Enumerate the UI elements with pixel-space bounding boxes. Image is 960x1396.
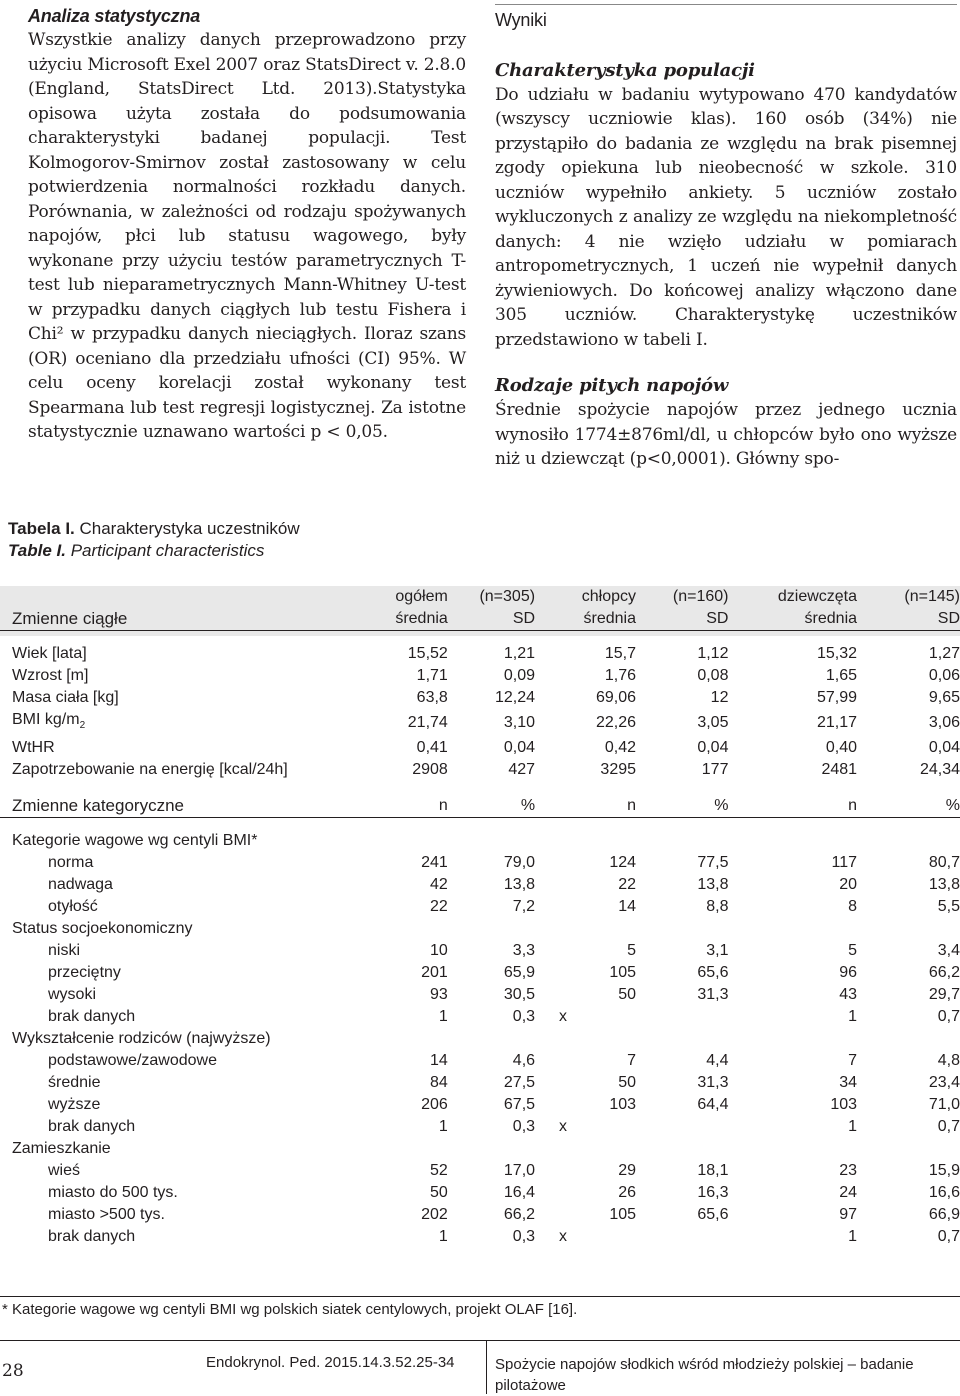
page-footer (0, 1340, 960, 1394)
table-cell: 96 (839, 964, 858, 982)
table-cell: 63,8 (416, 689, 448, 706)
table-cell: 22 (618, 876, 637, 894)
table-cell: 124 (609, 854, 637, 872)
table-cell: 80,7 (928, 854, 960, 872)
table-cell: 29 (618, 1162, 637, 1180)
table-label-pl: Tabela I. (8, 519, 75, 538)
spacer-cell (728, 781, 857, 795)
results-heading: Wyniki (495, 4, 957, 33)
table-cell: 1 (438, 1008, 448, 1026)
table-cell: 50 (618, 986, 637, 1004)
table-row (0, 962, 960, 984)
table-cell: 66,2 (928, 964, 960, 982)
table-row (0, 1182, 960, 1204)
table-cell: 93 (430, 986, 448, 1004)
spacer-cell (366, 818, 448, 831)
row-label-text: BMI kg/m (12, 711, 80, 728)
spacer-cell (857, 631, 960, 644)
statistical-analysis-body: Wszystkie analizy danych przeprowadzono przy użyciu Microsoft Exel 2007 oraz StatsDirect v. 2.8.0 (England, StatsDirect Ltd. 2013).Statystyka opisowa użyta została do podsumowania charakterystyki badanej populacji. Test Kolmogorov-Smirnov został zastosowany w celu potwierdzenia normalności rozkładu danych. Porównania, w zależności od rodzaju spożywanych napojów, płci lub statusu wagowego, były wykonane przy użyciu testów parametrycznych T-test lub nieparametrycznych Mann-Whitney U-test w przypadku danych ciągłych lub testu Fishera i Chi² w przypadku danych nieciągłych. Iloraz szans (OR) oceniano dla przedziału ufności (CI) 95%. W celu oceny korelacji został wykonany test Spearmana lub test regresji logistycznej. Za istotne statystycznie uznawano wartości p < 0,05. (28, 30, 466, 442)
table-cell: 3,05 (697, 714, 729, 732)
table-cell: 0,7 (937, 1228, 960, 1246)
continuous-col-header: średnia (366, 608, 448, 631)
table-cell: 103 (830, 1096, 858, 1114)
beverages-heading: Rodzaje pitych napojów (495, 375, 729, 396)
table-cell: 105 (609, 1206, 637, 1224)
table-cell: 66,2 (503, 1206, 536, 1224)
table-cell: 52 (430, 1162, 448, 1180)
table-cell: 69,06 (595, 689, 637, 706)
table-cell: 0,42 (604, 739, 637, 757)
table-row (0, 665, 960, 687)
table-row (0, 1094, 960, 1116)
table-row (0, 1204, 960, 1226)
table-cell: 23,4 (928, 1074, 960, 1092)
table-cell: 24,34 (919, 761, 960, 779)
spacer-cell (535, 781, 636, 795)
continuous-col-header: SD (636, 608, 728, 631)
table-spacer (0, 631, 960, 644)
table-spacer (0, 818, 960, 831)
table-row (0, 1050, 960, 1072)
row-label: Zapotrzebowanie na energię [kcal/24h] (12, 761, 288, 779)
group-header-cell: (n=145) (904, 588, 960, 605)
table-spacer (0, 781, 960, 795)
table-cell: 26 (618, 1184, 637, 1202)
table-cell: 0,08 (697, 667, 729, 684)
table-cell: 1 (848, 1228, 858, 1246)
table-cell: 241 (421, 854, 448, 872)
categorical-col-header: % (636, 795, 728, 818)
left-column (28, 4, 466, 445)
table-cell: 9,65 (928, 689, 960, 706)
table-cell: 29,7 (928, 986, 960, 1004)
spacer-cell (535, 631, 636, 644)
table-cell: 30,5 (503, 986, 536, 1004)
table-cell: 16,6 (928, 1184, 960, 1202)
table-cell: 1,21 (503, 645, 536, 662)
table-cell: 0,3 (512, 1008, 536, 1026)
table-cell: 65,6 (697, 964, 729, 982)
table-cell: 201 (421, 964, 448, 982)
table-cell: 24 (839, 1184, 858, 1202)
table-cell: 8 (848, 898, 858, 916)
continuous-col-header: SD (857, 608, 960, 631)
table-cell: 0,04 (697, 739, 729, 757)
table-cell: 7,2 (512, 898, 536, 916)
row-label: norma (48, 854, 94, 872)
spacer-cell (636, 781, 728, 795)
row-label: brak danych (48, 1228, 136, 1246)
footnote-text: * Kategorie wagowe wg centyli BMI wg polskich siatek centylowych, projekt OLAF [16]. (2, 1301, 578, 1318)
row-label: średnie (48, 1074, 101, 1092)
table-row (0, 984, 960, 1006)
table-cell: 4,4 (706, 1052, 729, 1070)
table-cell: 21,74 (407, 714, 448, 732)
table-cell: 0,09 (503, 667, 536, 684)
right-column (495, 4, 957, 472)
row-label: miasto do 500 tys. (48, 1184, 178, 1202)
spacer-cell (0, 631, 366, 644)
table-cell: 0,3 (512, 1118, 536, 1136)
table-cell: 1,76 (604, 667, 637, 684)
table-row (0, 687, 960, 709)
table-cell: 22,26 (595, 714, 637, 732)
category-group-label: Zamieszkanie (12, 1140, 111, 1158)
table-cell: 0,04 (503, 739, 536, 757)
table-cell: 31,3 (697, 1074, 729, 1092)
spacer-cell (728, 631, 857, 644)
table-cell: 57,99 (816, 689, 858, 706)
table-cell: 3295 (600, 761, 637, 779)
spacer-cell (0, 818, 366, 831)
continuous-col-header: średnia (535, 608, 636, 631)
table-cell: 1 (848, 1008, 858, 1026)
table-cell: 15,7 (604, 645, 637, 662)
row-label: wysoki (48, 986, 97, 1004)
table-cell: 43 (839, 986, 858, 1004)
spacer-cell (857, 781, 960, 795)
table-cell: 1,27 (928, 645, 960, 662)
category-group-row (0, 918, 960, 940)
row-label: otyłość (48, 898, 98, 916)
table-cell (636, 1226, 728, 1248)
table-cell: 14 (618, 898, 637, 916)
statistical-analysis-heading: Analiza statystyczna (28, 6, 201, 26)
category-group-row (0, 1138, 960, 1160)
table-cell: 3,1 (706, 942, 729, 960)
table-cell: 103 (609, 1096, 637, 1114)
table-cell: 10 (430, 942, 448, 960)
table-cell: 12 (710, 689, 729, 706)
table-cell: 50 (618, 1074, 637, 1092)
table-cell: 15,32 (816, 645, 858, 662)
table-cell: 77,5 (697, 854, 729, 872)
table-cell: 34 (839, 1074, 858, 1092)
spacer-cell (448, 631, 535, 644)
table-row (0, 737, 960, 759)
table-cell: 13,8 (503, 876, 536, 894)
table-cell: 0,7 (937, 1118, 960, 1136)
row-label: nadwaga (48, 876, 113, 894)
row-label: Wiek [lata] (12, 645, 87, 662)
table-cell: 1 (438, 1118, 448, 1136)
row-label: niski (48, 942, 81, 960)
table-row (0, 1116, 960, 1138)
group-header-cell: ogółem (395, 588, 448, 605)
table-row (0, 940, 960, 962)
beverages-body: Średnie spożycie napojów przez jednego ucznia wynosiło 1774±876ml/dl, u chłopców było ono wyższe niż u dziewcząt (p<0,0001). Główny spo- (495, 400, 957, 469)
table-cell: 2481 (821, 761, 858, 779)
table-cell: 16,3 (697, 1184, 729, 1202)
row-label: Wzrost [m] (12, 667, 89, 684)
table-cell: 66,9 (928, 1206, 960, 1224)
categorical-col-header: n (535, 795, 636, 818)
continuous-col-header: średnia (728, 608, 857, 631)
group-header-cell: dziewczęta (777, 588, 858, 605)
continuous-variables-label: Zmienne ciągłe (0, 608, 366, 631)
table-cell: 13,8 (697, 876, 729, 894)
table-row (0, 643, 960, 665)
table-cell: 177 (701, 761, 729, 779)
spacer-cell (728, 818, 857, 831)
table-group-header (0, 586, 960, 608)
table-cell: 7 (848, 1052, 858, 1070)
table-cell: 2908 (412, 761, 448, 779)
table-cell: 16,4 (503, 1184, 536, 1202)
table-cell (636, 1006, 728, 1028)
row-label: Masa ciała [kg] (12, 689, 119, 706)
table-cell: 0,04 (928, 739, 960, 757)
table-row (0, 896, 960, 918)
table-cell: 3,10 (503, 714, 536, 732)
table-cell: 1 (848, 1118, 858, 1136)
page-number: 28 (2, 1361, 24, 1381)
row-label: miasto >500 tys. (48, 1206, 165, 1224)
group-header-cell: chłopcy (581, 588, 637, 605)
table-cell: 5 (848, 942, 858, 960)
categorical-col-header: n (728, 795, 857, 818)
spacer-cell (366, 631, 448, 644)
spacer-cell (448, 781, 535, 795)
table-row (0, 1226, 960, 1248)
category-group-row (0, 1028, 960, 1050)
population-body: Do udziału w badaniu wytypowano 470 kandydatów (wszyscy uczniowie klas). 160 osób (34%) nie przystąpiło do badania ze względu na brak pisemnej zgody opiekuna lub nieobecność w szkole. 310 uczniów wypełniło ankiety. 5 uczniów zostało wykluczonych z analizy ze względu na niekompletność danych: 4 nie wzięło udziału w pomiarach antropometrycznych, 1 uczeń nie wypełnił danych żywieniowych. Do końcowej analizy włączono dane 305 uczniów. Charakterystykę uczestników przedstawiono w tabeli I. (495, 84, 957, 350)
category-group-label: Status socjoekonomiczny (12, 920, 193, 938)
table-cell: 20 (839, 876, 858, 894)
table-cell: 15,9 (928, 1162, 960, 1180)
table-cell: 14 (430, 1052, 448, 1070)
table-cell: 1,65 (825, 667, 858, 684)
table-row (0, 709, 960, 737)
table-cell: 5 (627, 942, 637, 960)
table-corner-cell (0, 586, 366, 608)
table-cell: 8,8 (706, 898, 729, 916)
table-cell: 0,41 (416, 739, 448, 757)
table-cell: 105 (609, 964, 637, 982)
table-cell: 23 (839, 1162, 858, 1180)
spacer-cell (0, 781, 366, 795)
table-cell: 4,6 (512, 1052, 536, 1070)
category-group-label: Wykształcenie rodziców (najwyższe) (12, 1030, 271, 1048)
characteristics-table (0, 586, 960, 1248)
table-cell: 1,71 (416, 667, 448, 684)
table-cell: 65,9 (503, 964, 536, 982)
table-cell: x (559, 1118, 568, 1136)
table-cell: x (559, 1008, 568, 1026)
population-heading: Charakterystyka populacji (495, 59, 755, 81)
category-group-label: Kategorie wagowe wg centyli BMI* (12, 832, 258, 850)
table-row (0, 874, 960, 896)
table-title-pl: Charakterystyka uczestników (79, 519, 300, 538)
table-title-en: Participant characteristics (70, 541, 265, 560)
table-caption (8, 518, 300, 562)
table-cell: 42 (430, 876, 448, 894)
table-row (0, 759, 960, 781)
table-cell: 13,8 (928, 876, 960, 894)
journal-citation: Endokrynol. Ped. 2015.14.3.52.25-34 (206, 1354, 455, 1371)
table-cell: 27,5 (503, 1074, 536, 1092)
table-row (0, 1006, 960, 1028)
table-cell: 0,7 (937, 1008, 960, 1026)
table-cell: 17,0 (503, 1162, 536, 1180)
spacer-cell (636, 631, 728, 644)
table-row (0, 852, 960, 874)
row-label: przeciętny (48, 964, 121, 982)
table-row (0, 1160, 960, 1182)
table-footnote (0, 1296, 960, 1318)
spacer-cell (535, 818, 636, 831)
table-cell: 202 (421, 1206, 448, 1224)
table-cell: 3,3 (512, 942, 536, 960)
table-cell: 64,4 (697, 1096, 729, 1114)
row-label (0, 709, 366, 737)
table-cell: 22 (430, 898, 448, 916)
table-cell: 4,8 (937, 1052, 960, 1070)
table-cell: 5,5 (937, 898, 960, 916)
spacer-cell (636, 818, 728, 831)
table-cell: 0,40 (825, 739, 858, 757)
categorical-col-header: n (366, 795, 448, 818)
categorical-col-header: % (448, 795, 535, 818)
categorical-col-header: % (857, 795, 960, 818)
table-row (0, 1072, 960, 1094)
table-cell: 117 (831, 854, 858, 872)
spacer-cell (448, 818, 535, 831)
table-cell: 206 (421, 1096, 448, 1114)
table-cell: 15,52 (407, 645, 448, 662)
continuous-header-row (0, 608, 960, 631)
table-cell: 50 (430, 1184, 448, 1202)
table-cell: 71,0 (928, 1096, 960, 1114)
categorical-header-row (0, 795, 960, 818)
table-cell: 67,5 (503, 1096, 536, 1114)
running-title: Spożycie napojów słodkich wśród młodzieży polskiej – badanie pilotażowe (495, 1356, 914, 1394)
spacer-cell (857, 818, 960, 831)
table-cell: 79,0 (503, 854, 536, 872)
group-header-cell: (n=160) (672, 588, 729, 605)
table-cell: 84 (430, 1074, 448, 1092)
table-label-en: Table I. (8, 541, 66, 560)
row-label: wyższe (48, 1096, 101, 1114)
table-cell: 1,12 (697, 645, 729, 662)
table-cell: 3,4 (937, 942, 960, 960)
table-cell: 31,3 (697, 986, 729, 1004)
category-group-row (0, 830, 960, 852)
row-label: WtHR (12, 739, 55, 757)
table-cell: 0,06 (928, 667, 960, 684)
row-label: brak danych (48, 1008, 136, 1026)
row-label: brak danych (48, 1118, 136, 1136)
table-cell: 18,1 (697, 1162, 729, 1180)
table-cell: 3,06 (928, 714, 960, 732)
table-cell: 12,24 (495, 689, 536, 706)
table-cell: 0,3 (512, 1228, 536, 1246)
continuous-col-header: SD (448, 608, 535, 631)
row-label: podstawowe/zawodowe (48, 1052, 217, 1070)
table-cell: 1 (438, 1228, 448, 1246)
table-cell: 427 (508, 761, 536, 779)
row-label-subscript: 2 (79, 720, 86, 732)
row-label: wieś (48, 1162, 81, 1180)
table-cell (636, 1116, 728, 1138)
table-cell: 65,6 (697, 1206, 729, 1224)
footer-divider (486, 1341, 487, 1394)
table-cell: x (559, 1228, 568, 1246)
spacer-cell (366, 781, 448, 795)
table-cell: 21,17 (816, 714, 858, 732)
group-header-cell: (n=305) (479, 588, 536, 605)
table-cell: 7 (627, 1052, 637, 1070)
table-cell: 97 (839, 1206, 858, 1224)
categorical-variables-label: Zmienne kategoryczne (0, 795, 366, 818)
